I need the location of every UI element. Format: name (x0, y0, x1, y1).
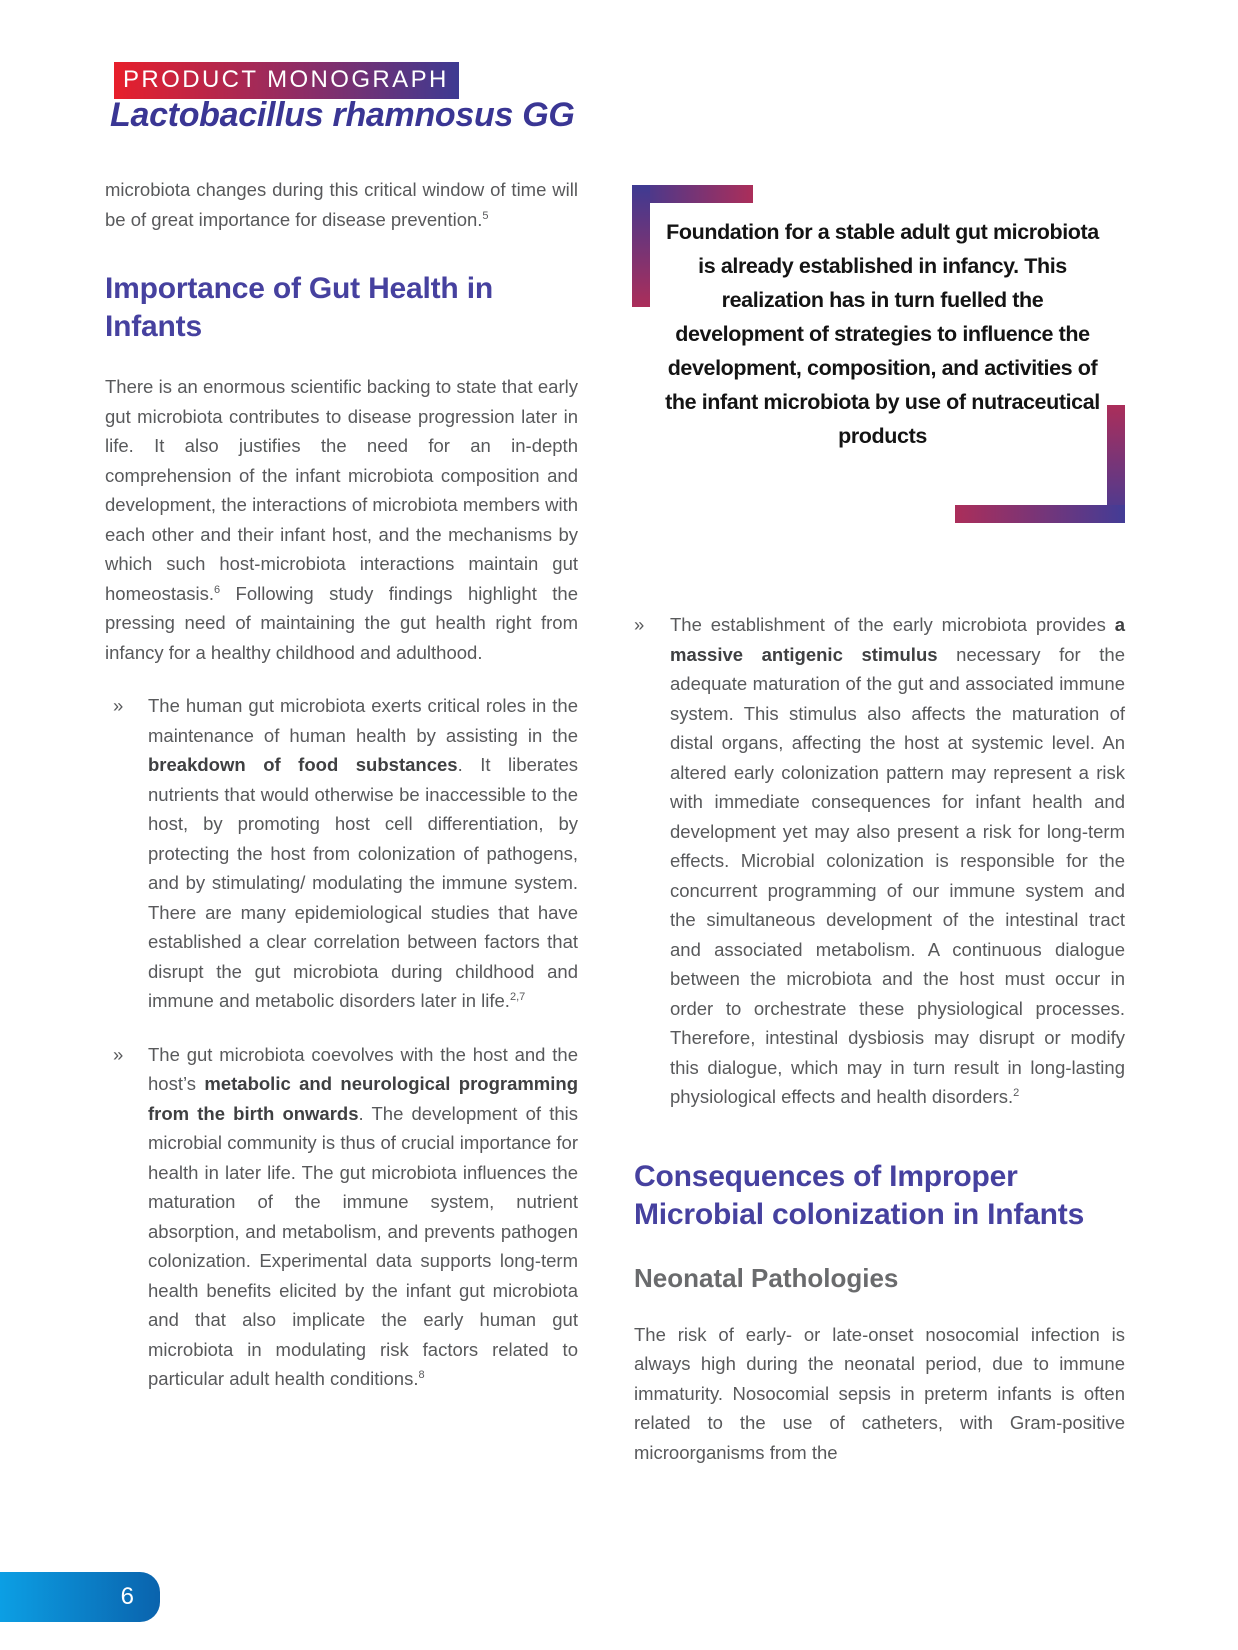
bullet-text: The establishment of the early microbiota provides a massive antigenic stimulus necessary for the adequate maturation of the gut and associated immune system. This stimulus also affects the maturation of distal organs, affecting the host at systemic level. An altered early colonization pattern may represent a risk with immediate consequences for infant health and development yet may also present a risk for long-term effects. Microbial colonization is responsible for the concurrent programming of our immune system and the simultaneous development of the intestinal tract and associated metabolism. A continuous dialogue between the microbiota and the host must occur in order to orchestrate these physiological processes. Therefore, intestinal dysbiosis may disrupt or modify this dialogue, which may in turn result in long-lasting physiological effects and health disorders.$^2$ (670, 614, 1126, 1107)
bullet-text: The gut microbiota coevolves with the host and the host’s metabolic and neurological programming from the birth onwards. The development of this microbial community is thus of crucial importance for health in later life. The gut microbiota influences the maturation of the immune system, nutrient absorption, and metabolism, and prevents pathogen colonization. Experimental data supports long-term health benefits elicited by the infant gut microbiota and that also implicate the early human gut microbiota in modulating risk factors related to particular adult health conditions.$^8$ (148, 1043, 579, 1389)
quote-bracket-top-left-vertical (632, 185, 650, 307)
list-item (105, 691, 578, 1016)
bullet-marker: » (113, 1043, 124, 1065)
left-bullet-list (105, 691, 578, 1394)
gut-health-paragraph: There is an enormous scientific backing to state that early gut microbiota contributes to disease progression later in life. It also justifies the need for an in-depth comprehension of the infant microbiota composition and development, the interactions of microbiota members with each other and their infant host, and the mechanisms by which such host-microbiota interactions maintain gut homeostasis.$^6$ Following study findings highlight the pressing need of maintaining the gut health right from infancy for a healthy childhood and adulthood. (105, 376, 578, 663)
right-column (632, 185, 1125, 1467)
section-heading-gut-health: Importance of Gut Health in Infants (105, 272, 493, 343)
left-column (105, 175, 578, 1418)
quote-bracket-top-left-horizontal (632, 185, 753, 203)
neonatal-paragraph: The risk of early- or late-onset nosocomial infection is always high during the neonatal period, due to immune immaturity. Nosocomial sepsis in preterm infants is often related to the use of catheters, with Gram-positive microorganisms from the (634, 1323, 1125, 1463)
right-bullet-list (632, 610, 1125, 1112)
subsection-heading-neonatal-pathologies: Neonatal Pathologies (634, 1262, 899, 1293)
document-title: Lactobacillus rhamnosus GG (110, 96, 575, 134)
product-monograph-banner (114, 62, 459, 99)
bullet-marker: » (113, 695, 124, 716)
bullet-marker: » (634, 614, 645, 635)
list-item (632, 610, 1125, 1112)
pull-quote (632, 185, 1125, 523)
bullet-text: The human gut microbiota exerts critical roles in the maintenance of human health by assisting in the breakdown of food substances. It liberates nutrients that would otherwise be inaccessible to the host, by promoting host cell differentiation, by protecting the host from colonization of pathogens, and by stimulating/ modulating the immune system. There are many epidemiological studies that have established a clear correlation between factors that disrupt the gut microbiota during childhood and immune and metabolic disorders later in life.$^{2,7}$ (148, 695, 578, 1011)
quote-bracket-bottom-right-horizontal (955, 505, 1125, 523)
banner-label: PRODUCT MONOGRAPH (123, 66, 449, 93)
page-number-badge (0, 1572, 160, 1622)
list-item (105, 1040, 578, 1394)
section-heading-consequences: Consequences of Improper Microbial colonization in Infants (634, 1159, 1085, 1231)
page-number: 6 (120, 1583, 134, 1610)
quote-text: Foundation for a stable adult gut microbiota is already established in infancy. This realization has in turn fuelled the development of strategies to influence the development, composition, and activities of the infant microbiota by use of nutraceutical products (665, 220, 1100, 448)
intro-paragraph: microbiota changes during this critical window of time will be of great importance for disease prevention.$^5$ (105, 179, 578, 230)
